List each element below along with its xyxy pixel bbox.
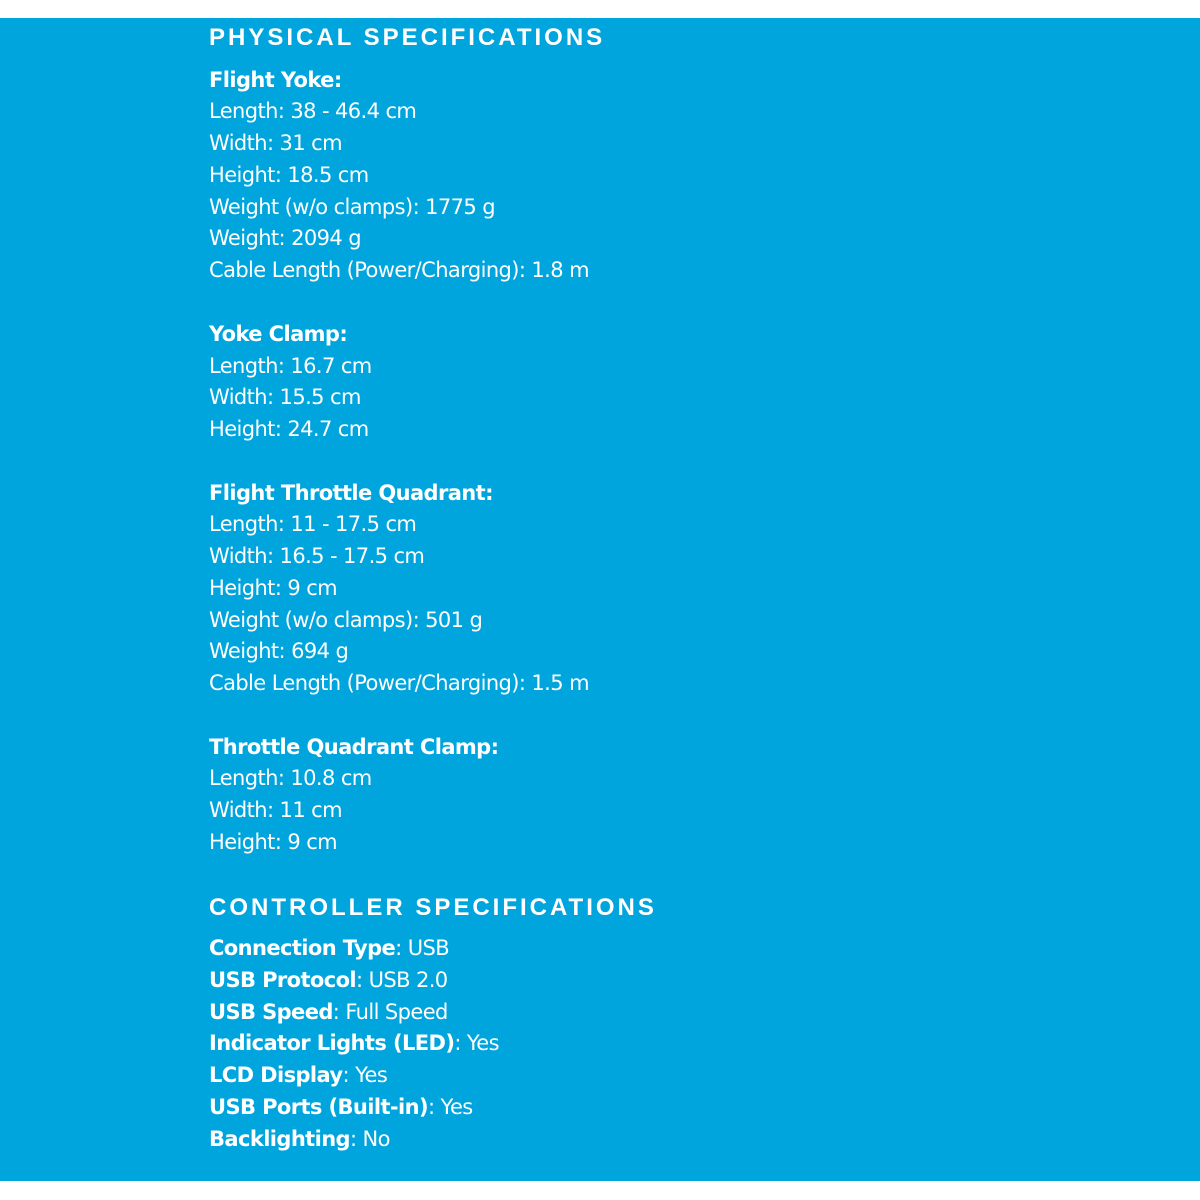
spec-line: Weight: 694 g [209, 639, 349, 663]
spec-value: : Yes [427, 1095, 473, 1119]
spec-value: : Yes [342, 1063, 388, 1087]
spec-line: Width: 11 cm [209, 798, 342, 822]
spec-line: Length: 16.7 cm [209, 354, 372, 378]
yoke-clamp-heading: Yoke Clamp: [209, 322, 348, 346]
spec-line: Cable Length (Power/Charging): 1.8 m [209, 258, 589, 282]
connection-type-spec [209, 932, 449, 964]
spec-line: Width: 16.5 - 17.5 cm [209, 544, 425, 568]
spec-value: : Yes [454, 1031, 499, 1055]
spec-line: Height: 24.7 cm [209, 417, 369, 441]
usb-speed-spec [209, 996, 448, 1028]
spec-label: Backlighting [209, 1127, 350, 1151]
flight-throttle-quadrant-heading: Flight Throttle Quadrant: [209, 481, 493, 505]
spec-line: Width: 31 cm [209, 131, 342, 155]
spec-label: USB Protocol [209, 968, 357, 992]
spec-value: : Full Speed [332, 1000, 448, 1024]
throttle-quadrant-clamp-heading: Throttle Quadrant Clamp: [209, 735, 499, 759]
spec-value: : USB 2.0 [356, 968, 448, 992]
flight-yoke-heading: Flight Yoke: [209, 68, 342, 92]
spec-line: Weight (w/o clamps): 1775 g [209, 195, 495, 219]
spec-label: Connection Type [209, 936, 396, 960]
spec-label: Indicator Lights (LED) [209, 1031, 455, 1055]
spec-value: : No [350, 1127, 390, 1151]
spec-line: Weight: 2094 g [209, 226, 361, 250]
spec-value: : USB [395, 936, 450, 960]
spec-line: Height: 9 cm [209, 576, 338, 600]
usb-protocol-spec [209, 964, 448, 996]
spec-line: Weight (w/o clamps): 501 g [209, 608, 483, 632]
physical-specifications-title: PHYSICAL SPECIFICATIONS [209, 24, 606, 51]
spec-label: LCD Display [209, 1063, 343, 1087]
backlighting-spec [209, 1123, 390, 1155]
controller-specifications-title: CONTROLLER SPECIFICATIONS [209, 894, 657, 921]
spec-label: USB Speed [209, 1000, 333, 1024]
spec-line: Height: 9 cm [209, 830, 338, 854]
spec-line: Length: 10.8 cm [209, 766, 372, 790]
lcd-display-spec [209, 1059, 387, 1091]
spec-line: Length: 38 - 46.4 cm [209, 99, 417, 123]
spec-line: Height: 18.5 cm [209, 163, 369, 187]
spec-line: Length: 11 - 17.5 cm [209, 512, 417, 536]
spec-label: USB Ports (Built-in) [209, 1095, 428, 1119]
usb-ports-spec [209, 1091, 473, 1123]
indicator-lights-spec [209, 1027, 499, 1059]
spec-line: Width: 15.5 cm [209, 385, 361, 409]
spec-panel [0, 18, 1200, 1181]
spec-line: Cable Length (Power/Charging): 1.5 m [209, 671, 589, 695]
